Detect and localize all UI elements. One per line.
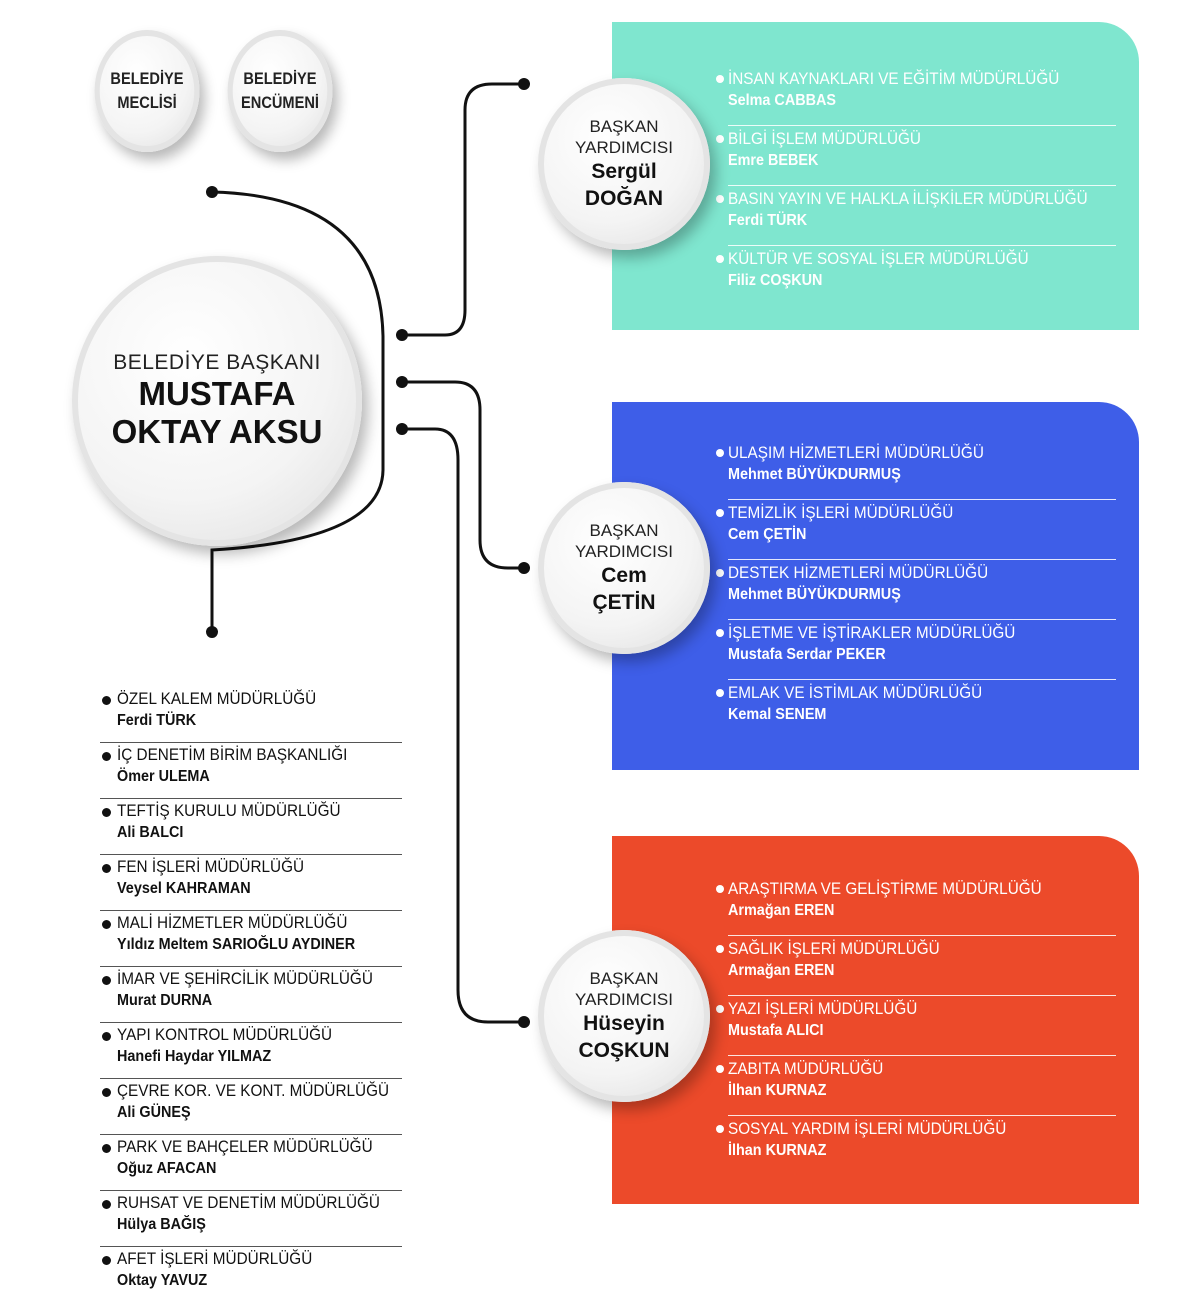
- unit-head: İlhan KURNAZ: [728, 1082, 827, 1099]
- bullet-icon: [102, 864, 111, 873]
- deputy-name-line-2: DOĞAN: [584, 187, 664, 210]
- list-item: [728, 1056, 1116, 1116]
- branch-line-2: [402, 382, 524, 568]
- deputy-role-line-2: YARDIMCISI: [575, 138, 673, 157]
- unit-head: Kemal SENEM: [728, 706, 827, 723]
- connector-dot: [518, 1016, 530, 1028]
- unit-head: Filiz COŞKUN: [728, 272, 823, 289]
- list-item: [728, 186, 1116, 246]
- bullet-icon: [102, 976, 111, 985]
- council-line-2: MECLİSİ: [117, 93, 177, 112]
- unit-name: DESTEK HİZMETLERİ MÜDÜRLÜĞÜ: [728, 563, 989, 582]
- unit-name: İNSAN KAYNAKLARI VE EĞİTİM MÜDÜRLÜĞÜ: [728, 69, 1060, 88]
- connector-dot: [396, 376, 408, 388]
- unit-name: BİLGİ İŞLEM MÜDÜRLÜĞÜ: [728, 129, 921, 148]
- list-item: [100, 1191, 402, 1247]
- list-item: [728, 936, 1116, 996]
- unit-head: Ömer ULEMA: [117, 768, 210, 785]
- list-item: [100, 855, 402, 911]
- mayor-name-line-2: OKTAY AKSU: [111, 413, 323, 450]
- direct-unit-list: [100, 687, 402, 1303]
- unit-name: AFET İŞLERİ MÜDÜRLÜĞÜ: [117, 1249, 313, 1268]
- connector-dot: [206, 186, 218, 198]
- unit-name: ÇEVRE KOR. VE KONT. MÜDÜRLÜĞÜ: [117, 1081, 390, 1100]
- bullet-icon: [716, 1065, 724, 1073]
- list-item: [728, 560, 1116, 620]
- deputy-name-line-2: COŞKUN: [578, 1039, 670, 1062]
- bullet-icon: [102, 1088, 111, 1097]
- committee-line-2: ENCÜMENİ: [241, 93, 319, 112]
- unit-head: Armağan EREN: [728, 962, 835, 979]
- unit-head: Ferdi TÜRK: [117, 712, 197, 729]
- deputy-node-1: [538, 78, 710, 250]
- bullet-icon: [102, 752, 111, 761]
- unit-name: SOSYAL YARDIM İŞLERİ MÜDÜRLÜĞÜ: [728, 1119, 1007, 1138]
- deputy-role-line-1: BAŞKAN: [589, 521, 659, 540]
- bullet-icon: [716, 629, 724, 637]
- unit-head: Veysel KAHRAMAN: [117, 880, 251, 897]
- unit-list-2: [728, 440, 1116, 740]
- unit-name: MALİ HİZMETLER MÜDÜRLÜĞÜ: [117, 913, 348, 932]
- connector-dot: [396, 329, 408, 341]
- bullet-icon: [716, 509, 724, 517]
- bullet-icon: [102, 920, 111, 929]
- mayor-name-line-1: MUSTAFA: [138, 375, 296, 412]
- deputy-name-line-1: Sergül: [591, 160, 657, 183]
- unit-head: Cem ÇETİN: [728, 526, 807, 543]
- unit-head: Emre BEBEK: [728, 152, 819, 169]
- bullet-icon: [716, 885, 724, 893]
- bullet-icon: [716, 569, 724, 577]
- unit-head: Mehmet BÜYÜKDURMUŞ: [728, 586, 901, 603]
- deputy-role-line-1: BAŞKAN: [589, 969, 659, 988]
- unit-name: FEN İŞLERİ MÜDÜRLÜĞÜ: [117, 857, 305, 876]
- list-item: [728, 680, 1116, 740]
- list-item: [728, 246, 1116, 306]
- list-item: [100, 1135, 402, 1191]
- unit-name: ARAŞTIRMA VE GELİŞTİRME MÜDÜRLÜĞÜ: [728, 879, 1042, 898]
- list-item: [100, 687, 402, 743]
- unit-head: Murat DURNA: [117, 992, 213, 1009]
- unit-head: Oktay YAVUZ: [117, 1272, 208, 1289]
- mayor-role: BELEDİYE BAŞKANI: [113, 351, 321, 374]
- unit-name: ÖZEL KALEM MÜDÜRLÜĞÜ: [117, 689, 317, 708]
- unit-name: TEFTİŞ KURULU MÜDÜRLÜĞÜ: [117, 801, 341, 820]
- unit-name: SAĞLIK İŞLERİ MÜDÜRLÜĞÜ: [728, 939, 940, 958]
- list-item: [100, 1079, 402, 1135]
- unit-head: Ferdi TÜRK: [728, 212, 808, 229]
- unit-name: ULAŞIM HİZMETLERİ MÜDÜRLÜĞÜ: [728, 443, 984, 462]
- unit-head: Yıldız Meltem SARIOĞLU AYDINER: [117, 936, 356, 953]
- list-item: [728, 126, 1116, 186]
- unit-name: KÜLTÜR VE SOSYAL İŞLER MÜDÜRLÜĞÜ: [728, 249, 1029, 268]
- deputy-name-line-1: Hüseyin: [583, 1012, 665, 1035]
- deputy-name-line-2: ÇETİN: [592, 591, 656, 614]
- bullet-icon: [102, 808, 111, 817]
- deputy-role-line-2: YARDIMCISI: [575, 990, 673, 1009]
- list-item: [728, 440, 1116, 500]
- list-item: [100, 911, 402, 967]
- bullet-icon: [716, 195, 724, 203]
- bullet-icon: [716, 255, 724, 263]
- list-item: [100, 967, 402, 1023]
- unit-head: Hanefi Haydar YILMAZ: [117, 1048, 272, 1065]
- bullet-icon: [102, 1256, 111, 1265]
- bullet-icon: [716, 1005, 724, 1013]
- bullet-icon: [716, 1125, 724, 1133]
- connector-dot: [206, 626, 218, 638]
- deputy-role-line-1: BAŞKAN: [589, 117, 659, 136]
- unit-name: ZABITA MÜDÜRLÜĞÜ: [728, 1059, 884, 1078]
- municipal-committee-node: [228, 30, 333, 152]
- branch-line-3: [402, 429, 524, 1022]
- connector-dot: [518, 562, 530, 574]
- unit-head: Ali BALCI: [117, 824, 184, 841]
- unit-name: TEMİZLİK İŞLERİ MÜDÜRLÜĞÜ: [728, 503, 954, 522]
- unit-name: İÇ DENETİM BİRİM BAŞKANLIĞI: [117, 745, 348, 764]
- bullet-icon: [716, 75, 724, 83]
- bullet-icon: [102, 1032, 111, 1041]
- bullet-icon: [102, 1144, 111, 1153]
- bullet-icon: [102, 696, 111, 705]
- deputy-name-line-1: Cem: [601, 564, 647, 587]
- list-item: [728, 500, 1116, 560]
- unit-head: Oğuz AFACAN: [117, 1160, 217, 1177]
- unit-name: İŞLETME VE İŞTİRAKLER MÜDÜRLÜĞÜ: [728, 623, 1016, 642]
- list-item: [100, 1247, 402, 1303]
- committee-line-1: BELEDİYE: [243, 69, 317, 88]
- unit-name: RUHSAT VE DENETİM MÜDÜRLÜĞÜ: [117, 1193, 380, 1212]
- branch-line-1: [402, 84, 524, 335]
- bullet-icon: [716, 135, 724, 143]
- council-line-1: BELEDİYE: [110, 69, 184, 88]
- unit-name: EMLAK VE İSTİMLAK MÜDÜRLÜĞÜ: [728, 683, 983, 702]
- connector-dot: [518, 78, 530, 90]
- deputy-node-3: [538, 930, 710, 1102]
- deputy-role-line-2: YARDIMCISI: [575, 542, 673, 561]
- unit-name: PARK VE BAHÇELER MÜDÜRLÜĞÜ: [117, 1137, 373, 1156]
- list-item: [728, 66, 1116, 126]
- unit-name: BASIN YAYIN VE HALKLA İLİŞKİLER MÜDÜRLÜĞÜ: [728, 189, 1088, 208]
- unit-name: İMAR VE ŞEHİRCİLİK MÜDÜRLÜĞÜ: [117, 969, 373, 988]
- list-item: [728, 620, 1116, 680]
- unit-head: Ali GÜNEŞ: [117, 1104, 191, 1121]
- unit-head: Armağan EREN: [728, 902, 835, 919]
- unit-head: Mustafa Serdar PEKER: [728, 646, 886, 663]
- bullet-icon: [716, 449, 724, 457]
- unit-list-1: [728, 66, 1116, 306]
- bullet-icon: [716, 689, 724, 697]
- unit-head: Mehmet BÜYÜKDURMUŞ: [728, 466, 901, 483]
- municipal-council-node: [95, 30, 200, 152]
- list-item: [100, 1023, 402, 1079]
- unit-head: Selma CABBAS: [728, 92, 837, 109]
- unit-name: YAPI KONTROL MÜDÜRLÜĞÜ: [117, 1025, 333, 1044]
- list-item: [728, 996, 1116, 1056]
- connector-dot: [396, 423, 408, 435]
- unit-name: YAZI İŞLERİ MÜDÜRLÜĞÜ: [728, 999, 918, 1018]
- unit-head: Mustafa ALICI: [728, 1022, 824, 1039]
- unit-list-3: [728, 876, 1116, 1176]
- mayor-node: [72, 256, 362, 546]
- bullet-icon: [716, 945, 724, 953]
- list-item: [100, 743, 402, 799]
- deputy-node-2: [538, 482, 710, 654]
- list-item: [728, 1116, 1116, 1176]
- unit-head: İlhan KURNAZ: [728, 1142, 827, 1159]
- list-item: [728, 876, 1116, 936]
- bullet-icon: [102, 1200, 111, 1209]
- list-item: [100, 799, 402, 855]
- unit-head: Hülya BAĞIŞ: [117, 1216, 206, 1233]
